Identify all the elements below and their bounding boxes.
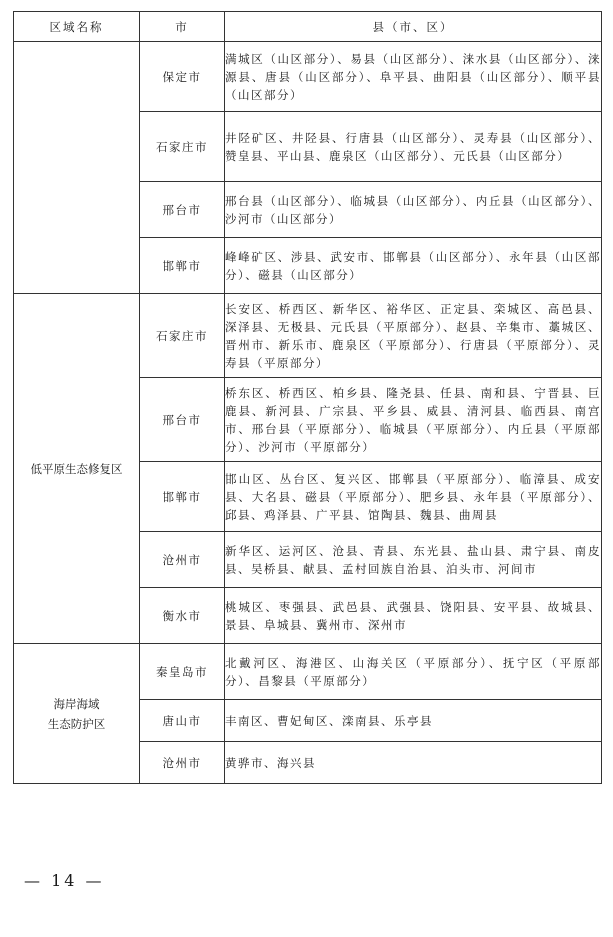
county-cell: 邯山区、丛台区、复兴区、邯郸县（平原部分）、临漳县、成安县、大名县、磁县（平原部分）、肥乡县、永年县（平原部分）、邱县、鸡泽县、广平县、馆陶县、魏县、曲周县 <box>225 462 602 532</box>
county-cell: 新华区、运河区、沧县、青县、东光县、盐山县、肃宁县、南皮县、吴桥县、献县、孟村回族自治县、泊头市、河间市 <box>225 532 602 588</box>
header-county: 县（市、区） <box>225 12 602 42</box>
city-cell: 衡水市 <box>140 588 225 644</box>
region-cell-lowland: 低平原生态修复区 <box>14 294 140 644</box>
city-cell: 邢台市 <box>140 182 225 238</box>
city-cell: 邯郸市 <box>140 462 225 532</box>
county-cell: 井陉矿区、井陉县、行唐县（山区部分）、灵寿县（山区部分）、赞皇县、平山县、鹿泉区（山区部分）、元氏县（山区部分） <box>225 112 602 182</box>
city-cell: 保定市 <box>140 42 225 112</box>
header-region: 区域名称 <box>14 12 140 42</box>
region-county-table <box>13 11 602 784</box>
county-cell: 北戴河区、海港区、山海关区（平原部分）、抚宁区（平原部分）、昌黎县（平原部分） <box>225 644 602 700</box>
city-cell: 石家庄市 <box>140 112 225 182</box>
county-cell: 桃城区、枣强县、武邑县、武强县、饶阳县、安平县、故城县、景县、阜城县、冀州市、深州市 <box>225 588 602 644</box>
header-city: 市 <box>140 12 225 42</box>
table-row <box>14 294 602 378</box>
county-cell: 满城区（山区部分）、易县（山区部分）、涞水县（山区部分）、涞源县、唐县（山区部分）、阜平县、曲阳县（山区部分）、顺平县（山区部分） <box>225 42 602 112</box>
city-cell: 石家庄市 <box>140 294 225 378</box>
county-cell: 长安区、桥西区、新华区、裕华区、正定县、栾城区、高邑县、深泽县、无极县、元氏县（平原部分）、赵县、辛集市、藁城区、晋州市、新乐市、鹿泉区（平原部分）、行唐县（平原部分）、灵寿县（平原部分） <box>225 294 602 378</box>
page-number: — 14 — <box>24 871 105 890</box>
table-row <box>14 42 602 112</box>
county-cell: 峰峰矿区、涉县、武安市、邯郸县（山区部分）、永年县（山区部分）、磁县（山区部分） <box>225 238 602 294</box>
city-cell: 邯郸市 <box>140 238 225 294</box>
county-cell: 黄骅市、海兴县 <box>225 742 602 784</box>
region-cell-coastal <box>14 644 140 784</box>
table-header-row <box>14 12 602 42</box>
city-cell: 邢台市 <box>140 378 225 462</box>
region-label-line: 生态防护区 <box>47 716 106 731</box>
region-cell-mountain <box>14 42 140 294</box>
table-row <box>14 644 602 700</box>
city-cell: 唐山市 <box>140 700 225 742</box>
county-cell: 邢台县（山区部分）、临城县（山区部分）、内丘县（山区部分）、沙河市（山区部分） <box>225 182 602 238</box>
county-cell: 桥东区、桥西区、柏乡县、隆尧县、任县、南和县、宁晋县、巨鹿县、新河县、广宗县、平乡县、威县、清河县、临西县、南宫市、邢台县（平原部分）、临城县（平原部分）、内丘县（平原部分）、沙河市（平原部分） <box>225 378 602 462</box>
city-cell: 秦皇岛市 <box>140 644 225 700</box>
city-cell: 沧州市 <box>140 532 225 588</box>
county-cell: 丰南区、曹妃甸区、滦南县、乐亭县 <box>225 700 602 742</box>
city-cell: 沧州市 <box>140 742 225 784</box>
region-label-line: 海岸海域 <box>53 696 100 711</box>
